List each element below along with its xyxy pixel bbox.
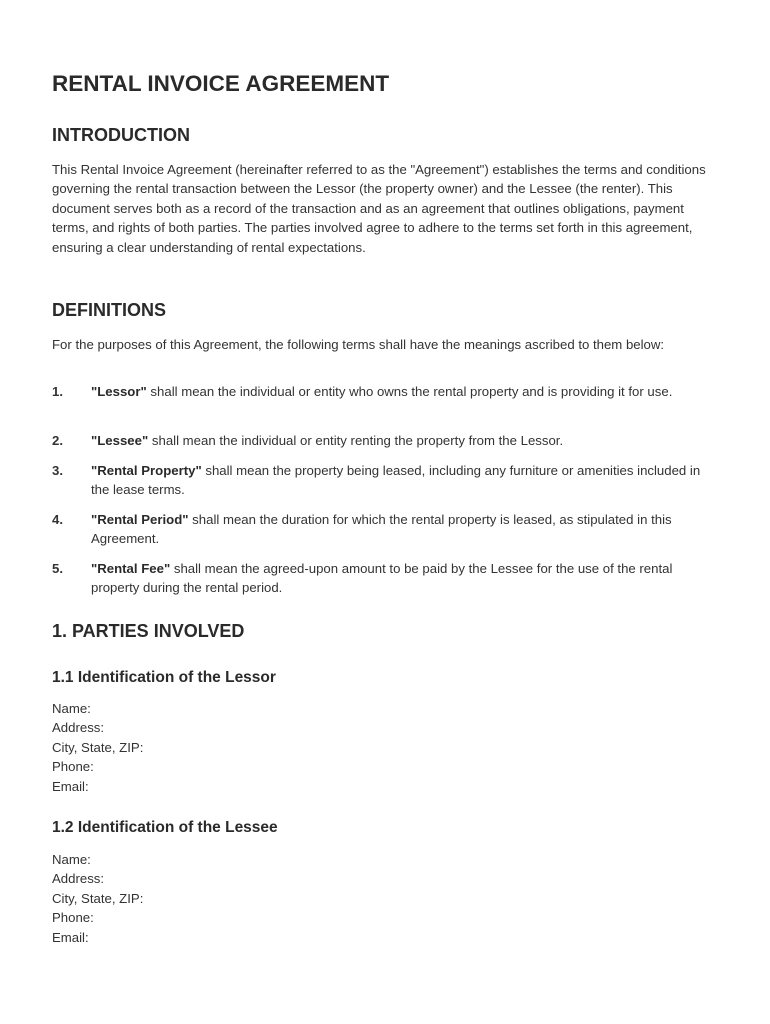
lessee-heading: 1.2 Identification of the Lessee xyxy=(52,819,278,836)
list-number: 1. xyxy=(52,384,63,399)
list-number: 3. xyxy=(52,463,63,478)
lessor-name-field: Name: xyxy=(52,701,91,716)
definitions-intro: For the purposes of this Agreement, the following terms shall have the meanings ascribed to them below: xyxy=(52,337,665,352)
list-number: 4. xyxy=(52,512,63,527)
definitions-heading: DEFINITIONS xyxy=(52,300,167,320)
definition-text: shall mean the duration for which the rental property is leased, as stipulated in this Agreement. xyxy=(91,512,672,547)
lessee-phone-field: Phone: xyxy=(52,910,94,925)
list-number: 2. xyxy=(52,433,63,448)
definition-text: shall mean the individual or entity who owns the rental property and is providing it for use. xyxy=(146,384,673,399)
parties-heading: 1. PARTIES INVOLVED xyxy=(52,621,245,641)
definition-text: shall mean the property being leased, including any furniture or amenities included in the lease terms. xyxy=(91,463,701,498)
lessee-email-field: Email: xyxy=(52,930,89,945)
definition-term: "Lessor" xyxy=(91,384,147,399)
lessor-address-field: Address: xyxy=(52,720,105,735)
lessor-heading: 1.1 Identification of the Lessor xyxy=(52,669,276,686)
document-title: RENTAL INVOICE AGREEMENT xyxy=(52,71,390,96)
list-number: 5. xyxy=(52,561,63,576)
introduction-text: This Rental Invoice Agreement (hereinafter referred to as the "Agreement") establishes the terms and conditions governing the rental transaction between the Lessor (the property owner) and the Lessee (the renter). This document serves both as a record of the transaction and as an agreement that outlines obligations, payment terms, and rights of both parties. The parties involved agree to adhere to the terms set forth in this agreement, ensuring a clear understanding of rental expectations. xyxy=(52,162,706,255)
lessor-email-field: Email: xyxy=(52,779,89,794)
definition-term: "Rental Property" xyxy=(91,463,202,478)
definition-text: shall mean the individual or entity renting the property from the Lessor. xyxy=(148,433,564,448)
introduction-heading: INTRODUCTION xyxy=(52,125,190,145)
definition-term: "Rental Fee" xyxy=(91,561,171,576)
definition-text: shall mean the agreed-upon amount to be paid by the Lessee for the use of the rental property during the rental period. xyxy=(91,561,673,596)
lessee-address-field: Address: xyxy=(52,871,105,886)
lessor-city-field: City, State, ZIP: xyxy=(52,740,144,755)
lessee-city-field: City, State, ZIP: xyxy=(52,891,144,906)
lessor-phone-field: Phone: xyxy=(52,759,94,774)
definition-term: "Lessee" xyxy=(91,433,149,448)
definition-term: "Rental Period" xyxy=(91,512,189,527)
lessee-name-field: Name: xyxy=(52,852,91,867)
